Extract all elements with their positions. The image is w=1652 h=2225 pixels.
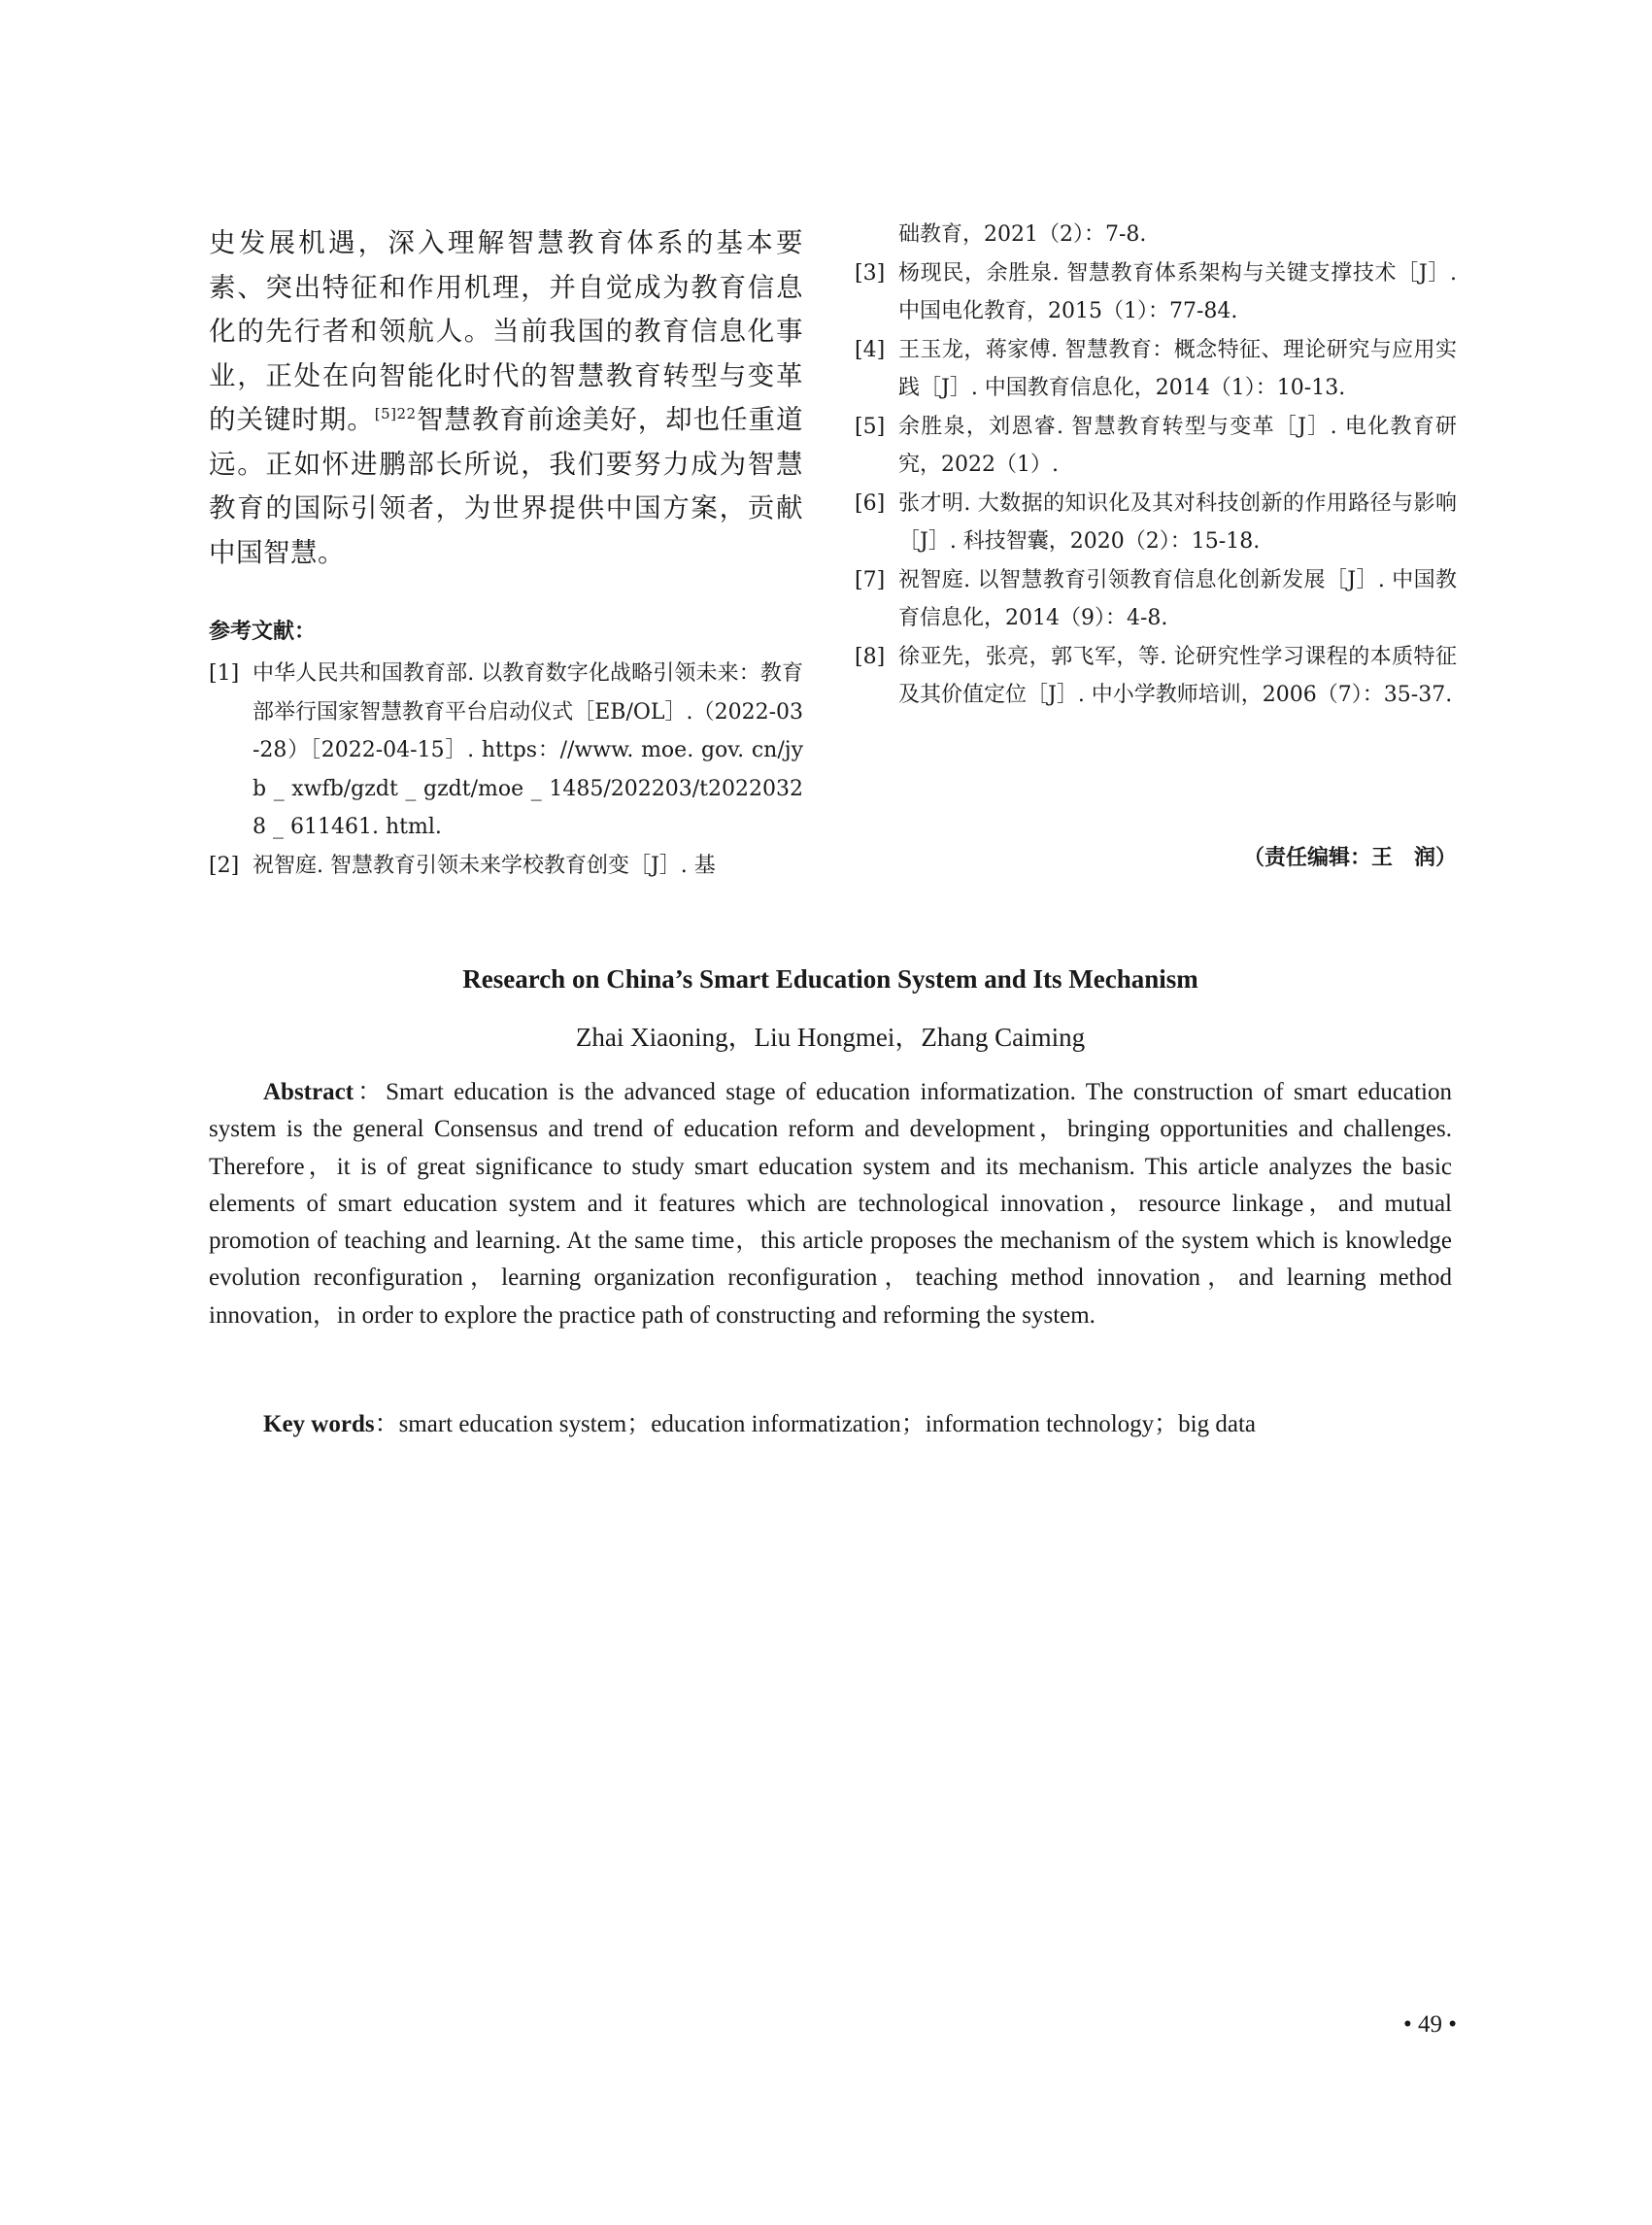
reference-text: 中华人民共和国教育部. 以教育数字化战略引领未来：教育部举行国家智慧教育平台启动仪式［EB/OL］.（2022-03-28）［2022-04-15］. https：//www. moe. gov. cn/jyb _ xwfb/gzdt _ gzdt/moe _ 1485/202203/t20220328 _ 611461. html. — [253, 661, 803, 839]
reference-number: [7] — [855, 567, 886, 592]
paragraph-text-after-citation: 智慧教育前途美好，却也任重道远。正如怀进鹏部长所说，我们要努力成为智慧教育的国际引领者，为世界提供中国方案，贡献中国智慧。 — [209, 404, 804, 568]
reference-number: [4] — [855, 337, 886, 362]
reference-text: 杨现民，余胜泉. 智慧教育体系架构与关键支撑技术［J］. 中国电化教育，2015（1）：77-84. — [898, 260, 1457, 323]
english-abstract — [209, 1074, 1452, 1334]
reference-number: [3] — [855, 260, 886, 286]
reference-text: 张才明. 大数据的知识化及其对科技创新的作用路径与影响［J］. 科技智囊，2020（2）：15-18. — [898, 490, 1457, 554]
reference-text: 余胜泉，刘恩睿. 智慧教育转型与变革［J］. 电化教育研究，2022（1）. — [898, 414, 1457, 477]
left-column — [209, 221, 803, 885]
citation-superscript[interactable]: [5]22 — [374, 404, 417, 422]
reference-list-right — [855, 254, 1457, 715]
reference-continuation: 础教育，2021（2）：7-8. — [898, 222, 1147, 247]
right-column — [855, 221, 1457, 715]
reference-text: 徐亚先，张亮，郭飞军，等. 论研究性学习课程的本质特征及其价值定位［J］. 中小学教师培训，2006（7）：35-37. — [898, 644, 1457, 707]
reference-number: [1] — [209, 661, 240, 686]
abstract-label: Abstract — [263, 1079, 354, 1105]
english-title: Research on China’s Smart Education System and Its Mechanism — [462, 964, 1198, 994]
paragraph-text-before-citation: 史发展机遇，深入理解智慧教育体系的基本要素、突出特征和作用机理，并自觉成为教育信息化的先行者和领航人。当前我国的教育信息化事业，正处在向智能化时代的智慧教育转型与变革的关键时期。 — [209, 227, 803, 435]
reference-number: [5] — [855, 414, 886, 439]
english-authors: Zhai Xiaoning，Liu Hongmei，Zhang Caiming — [575, 1023, 1086, 1052]
keywords-text: ：smart education system；education informatization；information technology；big data — [374, 1411, 1256, 1437]
page-number: • 49 • — [1402, 2011, 1457, 2038]
keywords-label: Key words — [263, 1411, 375, 1437]
reference-number: [2] — [209, 853, 240, 878]
reference-number: [6] — [855, 490, 886, 516]
reference-item — [209, 847, 803, 886]
responsible-editor-note: （责任编辑：王 润） — [1242, 846, 1457, 870]
reference-list-left — [209, 655, 803, 885]
reference-item — [855, 485, 1457, 561]
english-keywords — [209, 1406, 1452, 1443]
reference-item — [855, 408, 1457, 485]
reference-item — [855, 638, 1457, 715]
conclusion-paragraph — [209, 221, 803, 575]
reference-item — [209, 655, 803, 847]
reference-text: 祝智庭. 以智慧教育引领教育信息化创新发展［J］. 中国教育信息化，2014（9）：4-8. — [898, 567, 1457, 630]
reference-text: 祝智庭. 智慧教育引领未来学校教育创变［J］. 基 — [253, 853, 716, 878]
reference-item — [855, 254, 1457, 331]
reference-text: 王玉龙，蒋家傅. 智慧教育：概念特征、理论研究与应用实践［J］. 中国教育信息化，2014（1）：10-13. — [898, 337, 1457, 400]
abstract-text: ：Smart education is the advanced stage of education informatization. The construction of smart education system is the general Consensus and trend of education reform and development，bringing opportunities and challenges. Therefore，it is of great significance to study smart education system and its mechanism. This article analyzes the basic elements of smart education system and it features which are technological innovation，resource linkage，and mutual promotion of teaching and learning. At the same time，this article proposes the mechanism of the system which is knowledge evolution reconfiguration，learning organization reconfiguration，teaching method innovation，and learning method innovation，in order to explore the practice path of constructing and reforming the system. — [209, 1079, 1452, 1329]
references-heading: 参考文献： — [209, 620, 317, 644]
reference-item — [855, 331, 1457, 408]
reference-item — [855, 561, 1457, 638]
reference-number: [8] — [855, 644, 886, 669]
